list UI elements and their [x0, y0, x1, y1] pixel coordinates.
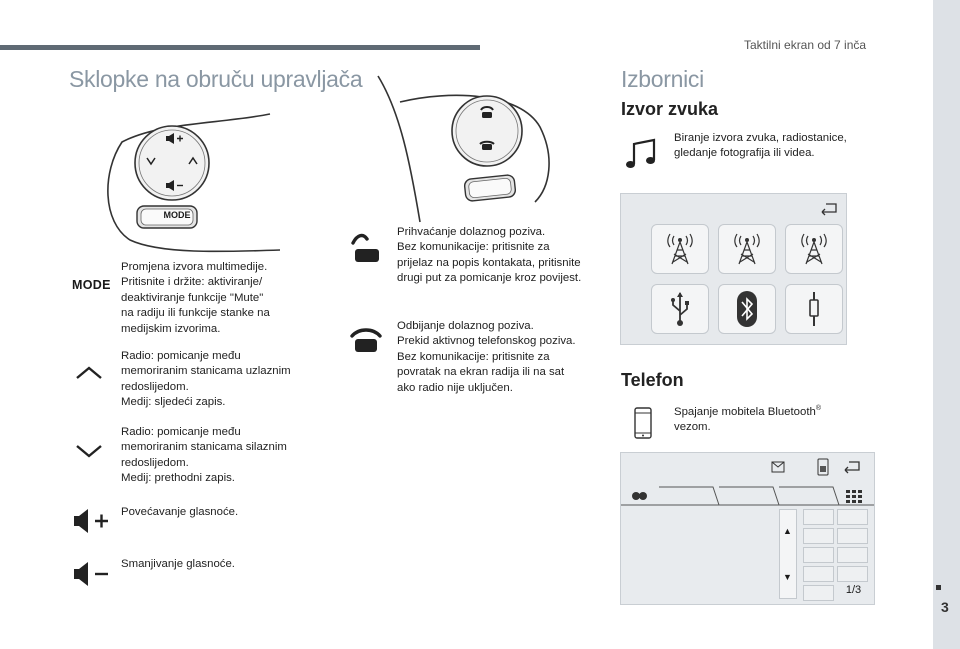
wheel-mode-button-label: MODE: [163, 210, 191, 220]
heading-phone: Telefon: [621, 370, 684, 390]
contact-cell[interactable]: [803, 585, 834, 601]
smartphone-icon: [633, 406, 653, 440]
running-header: Taktilni ekran od 7 inča: [744, 38, 867, 52]
contact-cell[interactable]: [803, 528, 834, 544]
contact-cell[interactable]: [803, 566, 834, 582]
radio-antenna-icon: [664, 232, 696, 266]
page-number: 3: [941, 599, 949, 615]
section-title-steering-switches: Sklopke na obruču upravljača: [69, 66, 363, 92]
page-indicator[interactable]: 1/3: [845, 584, 862, 596]
top-rule: [0, 45, 480, 50]
answer-call-description: Prihvaćanje dolaznog poziva. Bez komunikacije: pritisnite za prijelaz na popis kontakata, pritisnite drugi put za pomicanje kroz povijest.: [397, 226, 582, 285]
audio-source-screen: [620, 193, 847, 345]
radio-antenna-icon: [731, 232, 763, 266]
usb-icon: [669, 291, 691, 327]
scroll-down-icon[interactable]: ▼: [783, 572, 792, 582]
mode-description: Promjena izvora multimedije. Pritisnite i držite: aktiviranje/ deaktiviranje funkcije "Mute" na radiju ili funkcije stanke na medijskim izvorima.: [121, 261, 270, 335]
scroll-up-icon[interactable]: ▲: [783, 526, 792, 536]
contact-cell[interactable]: [803, 547, 834, 563]
page-side-strip: [933, 0, 960, 649]
volume-down-description: Smanjivanje glasnoće.: [121, 558, 235, 570]
page-bullet: [936, 585, 941, 590]
contact-cell[interactable]: [803, 509, 834, 525]
phone-tab-bar[interactable]: [621, 486, 874, 506]
chevron-down-description: Radio: pomicanje među memoriranim stanicama silaznim redoslijedom. Medij: prethodni zapis.: [121, 426, 287, 485]
volume-up-icon: [72, 507, 112, 535]
chevron-up-icon: [75, 366, 103, 380]
section-title-menus: Izbornici: [621, 66, 704, 92]
fm-radio-tile[interactable]: [651, 224, 709, 274]
hang-up-icon: [349, 327, 383, 355]
volume-up-description: Povećavanje glasnoće.: [121, 506, 239, 518]
bluetooth-source-tile[interactable]: [718, 284, 776, 334]
usb-source-tile[interactable]: [651, 284, 709, 334]
phone-description: Spajanje mobitela Bluetooth® vezom.: [674, 405, 822, 434]
music-note-icon: [624, 138, 658, 172]
message-icon[interactable]: [771, 461, 785, 473]
contact-cell[interactable]: [837, 509, 868, 525]
mode-label: MODE: [72, 278, 111, 292]
steering-wheel-left-controls-illustration: [100, 112, 300, 257]
dab-radio-tile[interactable]: [785, 224, 843, 274]
answer-call-icon: [349, 233, 383, 265]
radio-antenna-icon: [798, 232, 830, 266]
bluetooth-icon: [736, 290, 758, 328]
chevron-down-icon: [75, 444, 103, 458]
am-radio-tile[interactable]: [718, 224, 776, 274]
heading-audio-source: Izvor zvuka: [621, 99, 719, 119]
phone-settings-icon[interactable]: [817, 458, 829, 476]
contact-cell[interactable]: [837, 528, 868, 544]
back-arrow-icon[interactable]: [820, 202, 838, 216]
contact-cell[interactable]: [837, 566, 868, 582]
scroll-control[interactable]: [779, 509, 797, 599]
hang-up-description: Odbijanje dolaznog poziva. Prekid aktivnog telefonskog poziva. Bez komunikacije: pritisnite za povratak na ekran radija ili na sat ako radio nije uključen.: [397, 320, 576, 394]
back-arrow-icon[interactable]: [843, 460, 861, 474]
aux-source-tile[interactable]: [785, 284, 843, 334]
chevron-up-description: Radio: pomicanje među memoriranim stanicama uzlaznim redoslijedom. Medij: sljedeći zapis.: [121, 350, 291, 409]
contact-cell[interactable]: [837, 547, 868, 563]
volume-down-icon: [72, 560, 112, 588]
aux-jack-icon: [804, 290, 824, 328]
audio-source-description: Biranje izvora zvuka, radiostanice, gledanje fotografija ili videa.: [674, 132, 847, 160]
steering-wheel-right-controls-illustration: [370, 72, 560, 224]
phone-screen: [620, 452, 875, 605]
